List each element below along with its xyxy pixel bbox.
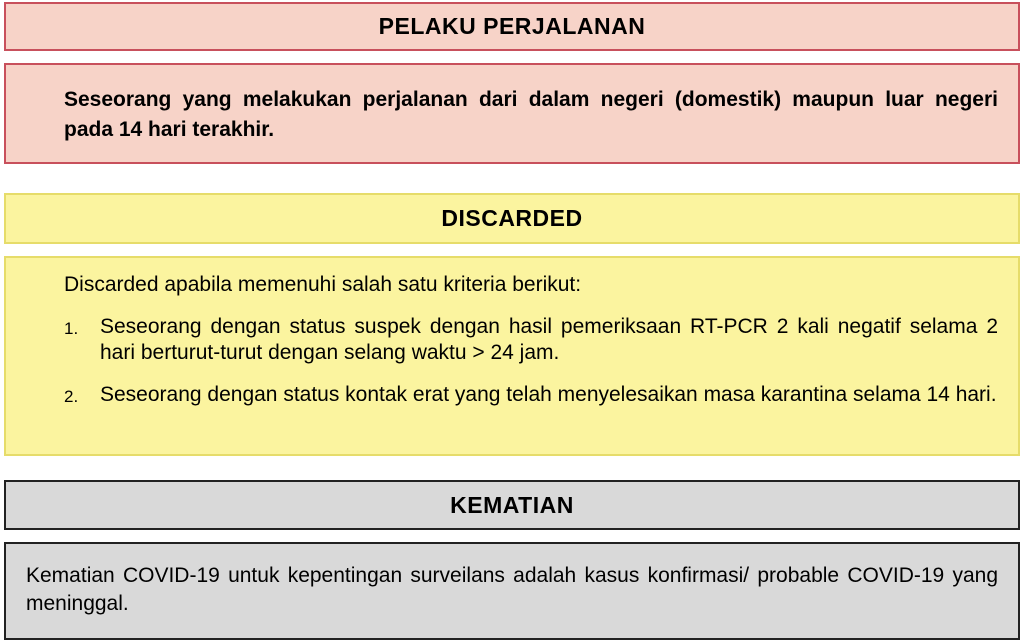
section-title: DISCARDED <box>441 205 583 231</box>
criteria-item <box>64 314 998 366</box>
criteria-text: Seseorang dengan status suspek dengan hasil pemeriksaan RT-PCR 2 kali negatif selama 2 hari berturut-turut dengan selang waktu > 24 jam. <box>100 315 998 364</box>
section-title: PELAKU PERJALANAN <box>378 13 646 39</box>
criteria-item <box>64 382 998 408</box>
definition-text: Kematian COVID-19 untuk kepentingan surveilans adalah kasus konfirmasi/ probable COVID-19 yang meninggal. <box>26 564 998 615</box>
section-header-discarded <box>4 193 1020 244</box>
criteria-text: Seseorang dengan status kontak erat yang telah menyelesaikan masa karantina selama 14 hari. <box>100 383 997 406</box>
section-body-kematian <box>4 542 1020 640</box>
section-header-kematian <box>4 480 1020 530</box>
section-header-pelaku-perjalanan <box>4 2 1020 51</box>
criteria-number: 2. <box>64 387 79 406</box>
definition-text: Seseorang yang melakukan perjalanan dari dalam negeri (domestik) maupun luar negeri pada 14 hari terakhir. <box>64 88 998 141</box>
section-body-pelaku-perjalanan <box>4 63 1020 164</box>
section-title: KEMATIAN <box>450 491 574 518</box>
criteria-number: 1. <box>64 319 79 338</box>
criteria-intro: Discarded apabila memenuhi salah satu kriteria berikut: <box>64 273 582 296</box>
section-body-discarded <box>4 256 1020 456</box>
